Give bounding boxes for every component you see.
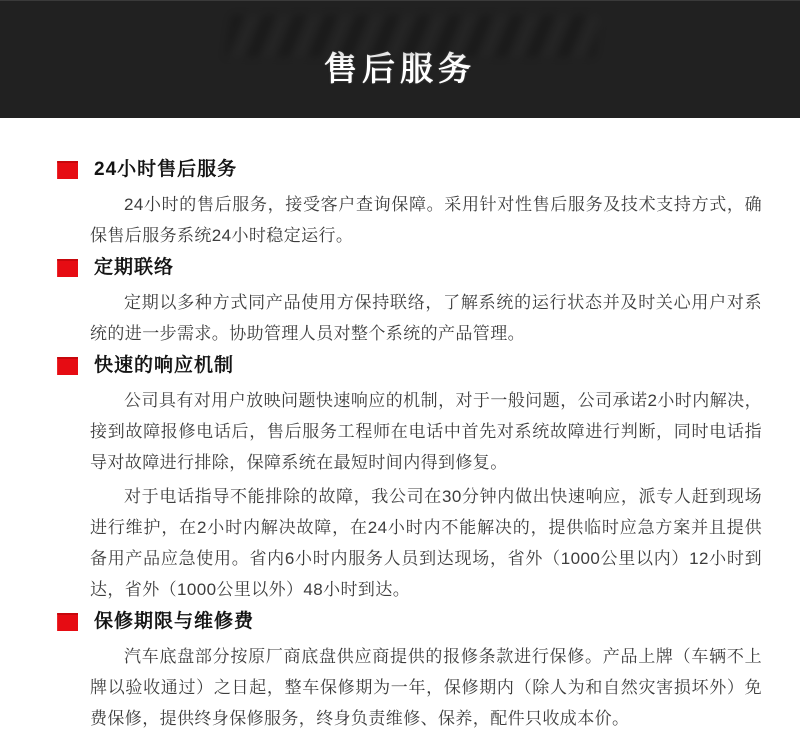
red-square-bullet-icon	[57, 357, 78, 375]
section-heading: 定期联络	[94, 257, 175, 278]
page-header-banner	[0, 0, 800, 118]
service-section	[57, 610, 762, 734]
page-title: 售后服务	[324, 50, 476, 87]
paragraph: 24小时的售后服务，接受客户查询保障。采用针对性售后服务及技术支持方式，确保售后服务系统24小时稳定运行。	[90, 195, 762, 245]
section-body	[90, 641, 762, 734]
section-heading-row	[57, 354, 762, 378]
paragraph: 对于电话指导不能排除的故障，我公司在30分钟内做出快速响应，派专人赶到现场进行维护，在2小时内解决故障，在24小时内不能解决的，提供临时应急方案并且提供备用产品应急使用。省内6小时内服务人员到达现场，省外（1000公里以内）12小时到达，省外（1000公里以外）48小时到达。	[90, 487, 762, 599]
section-heading-row	[57, 158, 762, 182]
service-section	[57, 354, 762, 605]
section-body	[90, 385, 762, 605]
paragraph: 汽车底盘部分按原厂商底盘供应商提供的报修条款进行保修。产品上牌（车辆不上牌以验收通过）之日起，整车保修期为一年，保修期内（除人为和自然灾害损坏外）免费保修，提供终身保修服务，终身负责维修、保养，配件只收成本价。	[90, 647, 762, 728]
red-square-bullet-icon	[57, 259, 78, 277]
red-square-bullet-icon	[57, 161, 78, 179]
paragraph: 定期以多种方式同产品使用方保持联络，了解系统的运行状态并及时关心用户对系统的进一步需求。协助管理人员对整个系统的产品管理。	[90, 293, 762, 343]
section-body	[90, 287, 762, 349]
service-section	[57, 256, 762, 349]
section-heading: 保修期限与维修费	[94, 611, 255, 632]
section-heading-row	[57, 256, 762, 280]
section-heading-row	[57, 610, 762, 634]
paragraph: 公司具有对用户放映问题快速响应的机制，对于一般问题，公司承诺2小时内解决，接到故障报修电话后，售后服务工程师在电话中首先对系统故障进行判断，同时电话指导对故障进行排除，保障系统在最短时间内得到修复。	[90, 391, 762, 472]
section-heading: 24小时售后服务	[94, 159, 238, 180]
section-body	[90, 189, 762, 251]
service-section	[57, 158, 762, 251]
content-area	[0, 118, 800, 734]
section-heading: 快速的响应机制	[94, 355, 235, 376]
red-square-bullet-icon	[57, 613, 78, 631]
